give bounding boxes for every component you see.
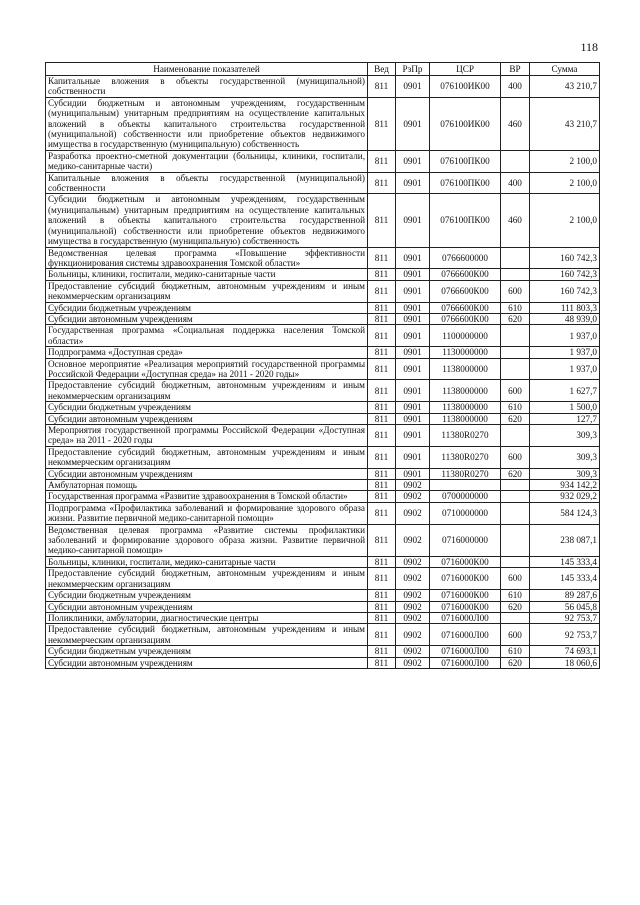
cell-ved: 811 (368, 413, 396, 424)
cell-rzpr: 0901 (396, 150, 430, 172)
table-row (46, 194, 600, 247)
cell-sum: 238 087,1 (530, 524, 600, 556)
page-number: 118 (580, 40, 598, 54)
cell-name: Субсидии автономным учреждениям (46, 413, 368, 424)
cell-vr: 620 (501, 468, 530, 479)
cell-name: Предоставление субсидий бюджетным, автономным учреждениям и иным некоммерческим организациям (46, 380, 368, 402)
cell-name: Ведомственная целевая программа «Повышение эффективности функционирования системы здравоохранения Томской области» (46, 247, 368, 269)
cell-rzpr: 0901 (396, 425, 430, 447)
table-row (46, 425, 600, 447)
table-row (46, 601, 600, 612)
cell-ved: 811 (368, 612, 396, 623)
cell-sum: 92 753,7 (530, 624, 600, 646)
cell-vr: 610 (501, 302, 530, 313)
cell-csr: 11380R0270 (430, 425, 501, 447)
cell-vr: 610 (501, 590, 530, 601)
table-row (46, 612, 600, 623)
cell-sum: 111 803,3 (530, 302, 600, 313)
table-row (46, 468, 600, 479)
cell-csr: 0700000000 (430, 491, 501, 502)
cell-name: Субсидии бюджетным учреждениям (46, 590, 368, 601)
cell-name: Больницы, клиники, госпитали, медико-санитарные части (46, 556, 368, 567)
cell-sum: 145 333,4 (530, 556, 600, 567)
cell-ved: 811 (368, 325, 396, 347)
cell-sum: 145 333,4 (530, 568, 600, 590)
cell-csr: 0716000Л00 (430, 646, 501, 657)
cell-rzpr: 0902 (396, 524, 430, 556)
cell-sum: 56 045,8 (530, 601, 600, 612)
cell-sum: 18 060,6 (530, 657, 600, 668)
cell-rzpr: 0901 (396, 269, 430, 280)
cell-csr: 076100ПК00 (430, 150, 501, 172)
cell-vr (501, 524, 530, 556)
cell-name: Предоставление субсидий бюджетным, автономным учреждениям и иным некоммерческим организациям (46, 280, 368, 302)
cell-csr: 0766600000 (430, 247, 501, 269)
cell-ved: 811 (368, 590, 396, 601)
cell-rzpr: 0901 (396, 280, 430, 302)
header-ved: Вед (368, 63, 396, 76)
cell-sum: 89 287,6 (530, 590, 600, 601)
cell-csr: 0716000000 (430, 524, 501, 556)
table-row (46, 269, 600, 280)
cell-sum: 309,3 (530, 425, 600, 447)
cell-ved: 811 (368, 247, 396, 269)
table-row (46, 624, 600, 646)
cell-sum: 1 500,0 (530, 402, 600, 413)
cell-csr: 0766600К00 (430, 313, 501, 324)
cell-rzpr: 0901 (396, 76, 430, 98)
table-row (46, 347, 600, 358)
cell-csr: 0716000К00 (430, 601, 501, 612)
table-row (46, 502, 600, 524)
cell-ved: 811 (368, 172, 396, 194)
table-row (46, 325, 600, 347)
table-row (46, 590, 600, 601)
cell-name: Субсидии бюджетным учреждениям (46, 402, 368, 413)
cell-vr: 600 (501, 624, 530, 646)
cell-vr: 620 (501, 601, 530, 612)
cell-csr: 0716000К00 (430, 568, 501, 590)
cell-ved: 811 (368, 425, 396, 447)
cell-csr: 076100ИК00 (430, 76, 501, 98)
cell-ved: 811 (368, 502, 396, 524)
table-row (46, 97, 600, 150)
cell-rzpr: 0902 (396, 491, 430, 502)
cell-ved: 811 (368, 358, 396, 380)
cell-name: Основное мероприятие «Реализация мероприятий государственной программы Российской Федерации «Доступная среда» на 2011 - 2020 годы» (46, 358, 368, 380)
cell-vr (501, 502, 530, 524)
cell-rzpr: 0902 (396, 646, 430, 657)
cell-name: Больницы, клиники, госпитали, медико-санитарные части (46, 269, 368, 280)
cell-rzpr: 0902 (396, 601, 430, 612)
cell-rzpr: 0902 (396, 502, 430, 524)
cell-ved: 811 (368, 480, 396, 491)
cell-vr: 600 (501, 568, 530, 590)
cell-name: Субсидии автономным учреждениям (46, 601, 368, 612)
table-body (46, 76, 600, 669)
cell-vr: 400 (501, 172, 530, 194)
cell-rzpr: 0901 (396, 413, 430, 424)
cell-csr: 076100ПК00 (430, 194, 501, 247)
table-row (46, 568, 600, 590)
cell-vr: 610 (501, 646, 530, 657)
cell-rzpr: 0901 (396, 325, 430, 347)
cell-vr: 460 (501, 194, 530, 247)
cell-sum: 934 142,2 (530, 480, 600, 491)
table-row (46, 646, 600, 657)
cell-rzpr: 0902 (396, 612, 430, 623)
cell-rzpr: 0902 (396, 590, 430, 601)
cell-vr: 610 (501, 402, 530, 413)
table-row (46, 524, 600, 556)
header-sum: Сумма (530, 63, 600, 76)
table-row (46, 313, 600, 324)
cell-rzpr: 0901 (396, 194, 430, 247)
cell-ved: 811 (368, 646, 396, 657)
cell-name: Субсидии автономным учреждениям (46, 313, 368, 324)
cell-name: Предоставление субсидий бюджетным, автономным учреждениям и иным некоммерческим организациям (46, 624, 368, 646)
cell-csr: 0716000К00 (430, 590, 501, 601)
cell-ved: 811 (368, 491, 396, 502)
cell-rzpr: 0901 (396, 347, 430, 358)
cell-vr (501, 491, 530, 502)
cell-rzpr: 0902 (396, 624, 430, 646)
cell-rzpr: 0901 (396, 247, 430, 269)
cell-vr (501, 480, 530, 491)
cell-name: Подпрограмма «Профилактика заболеваний и формирование здорового образа жизни. Развитие первичной медико-санитарной помощи» (46, 502, 368, 524)
cell-ved: 811 (368, 313, 396, 324)
cell-vr: 600 (501, 280, 530, 302)
budget-table (45, 62, 600, 669)
cell-ved: 811 (368, 657, 396, 668)
cell-rzpr: 0901 (396, 302, 430, 313)
cell-name: Предоставление субсидий бюджетным, автономным учреждениям и иным некоммерческим организациям (46, 568, 368, 590)
cell-ved: 811 (368, 556, 396, 567)
cell-csr: 1138000000 (430, 413, 501, 424)
table-row (46, 380, 600, 402)
header-vr: ВР (501, 63, 530, 76)
cell-name: Подпрограмма «Доступная среда» (46, 347, 368, 358)
cell-sum: 584 124,3 (530, 502, 600, 524)
table-row (46, 556, 600, 567)
cell-vr: 400 (501, 76, 530, 98)
cell-rzpr: 0901 (396, 446, 430, 468)
cell-ved: 811 (368, 347, 396, 358)
cell-name: Ведомственная целевая программа «Развитие системы профилактики заболеваний и формирование здорового образа жизни. Развитие первичной медико-санитарной помощи» (46, 524, 368, 556)
cell-name: Субсидии автономным учреждениям (46, 468, 368, 479)
cell-csr: 11380R0270 (430, 446, 501, 468)
header-rzpr: РзПр (396, 63, 430, 76)
cell-csr: 11380R0270 (430, 468, 501, 479)
cell-name: Амбулаторная помощь (46, 480, 368, 491)
cell-sum: 2 100,0 (530, 194, 600, 247)
cell-name: Субсидии автономным учреждениям (46, 657, 368, 668)
cell-sum: 127,7 (530, 413, 600, 424)
cell-rzpr: 0901 (396, 402, 430, 413)
cell-name: Субсидии бюджетным и автономным учреждениям, государственным (муниципальным) унитарным предприятиям на осуществление капитальных вложений в объекты капитального строительства государственной (муниципальной) собственности или приобретение объектов недвижимого имущества в государственную (муниципальную) собственность (46, 97, 368, 150)
cell-sum: 160 742,3 (530, 280, 600, 302)
cell-csr: 1138000000 (430, 358, 501, 380)
cell-name: Государственная программа «Развитие здравоохранения в Томской области» (46, 491, 368, 502)
cell-vr (501, 347, 530, 358)
table-row (46, 358, 600, 380)
table-row (46, 302, 600, 313)
cell-vr (501, 556, 530, 567)
cell-ved: 811 (368, 380, 396, 402)
table-header-row (46, 63, 600, 76)
cell-vr: 460 (501, 97, 530, 150)
table-row (46, 446, 600, 468)
table-row (46, 280, 600, 302)
cell-ved: 811 (368, 568, 396, 590)
cell-rzpr: 0901 (396, 358, 430, 380)
cell-rzpr: 0902 (396, 568, 430, 590)
cell-sum: 43 210,7 (530, 97, 600, 150)
cell-ved: 811 (368, 524, 396, 556)
table-row (46, 413, 600, 424)
cell-csr: 1138000000 (430, 402, 501, 413)
table-row (46, 491, 600, 502)
header-csr: ЦСР (430, 63, 501, 76)
cell-ved: 811 (368, 150, 396, 172)
cell-sum: 160 742,3 (530, 269, 600, 280)
cell-csr: 0766600К00 (430, 302, 501, 313)
header-name: Наименование показателей (46, 63, 368, 76)
table-row (46, 247, 600, 269)
cell-vr (501, 247, 530, 269)
cell-name: Государственная программа «Социальная поддержка населения Томской области» (46, 325, 368, 347)
cell-vr: 620 (501, 313, 530, 324)
cell-sum: 160 742,3 (530, 247, 600, 269)
cell-vr: 620 (501, 413, 530, 424)
table-row (46, 480, 600, 491)
cell-csr: 1130000000 (430, 347, 501, 358)
cell-rzpr: 0902 (396, 480, 430, 491)
cell-csr: 0766600К00 (430, 280, 501, 302)
cell-sum: 92 753,7 (530, 612, 600, 623)
cell-rzpr: 0901 (396, 172, 430, 194)
cell-ved: 811 (368, 402, 396, 413)
cell-sum: 74 693,1 (530, 646, 600, 657)
cell-sum: 932 029,2 (530, 491, 600, 502)
cell-csr: 0710000000 (430, 502, 501, 524)
cell-ved: 811 (368, 624, 396, 646)
cell-sum: 309,3 (530, 446, 600, 468)
cell-csr: 076100ИК00 (430, 97, 501, 150)
cell-csr: 0716000Л00 (430, 612, 501, 623)
cell-ved: 811 (368, 76, 396, 98)
cell-vr (501, 269, 530, 280)
cell-name: Разработка проектно-сметной документации (больницы, клиники, госпитали, медико-санитарные части) (46, 150, 368, 172)
cell-vr (501, 150, 530, 172)
cell-csr: 076100ПК00 (430, 172, 501, 194)
cell-rzpr: 0901 (396, 380, 430, 402)
cell-ved: 811 (368, 280, 396, 302)
cell-csr: 1138000000 (430, 380, 501, 402)
cell-ved: 811 (368, 97, 396, 150)
cell-ved: 811 (368, 601, 396, 612)
cell-ved: 811 (368, 446, 396, 468)
cell-csr: 0716000Л00 (430, 624, 501, 646)
table-row (46, 402, 600, 413)
cell-sum: 1 937,0 (530, 325, 600, 347)
cell-name: Субсидии бюджетным учреждениям (46, 646, 368, 657)
cell-sum: 309,3 (530, 468, 600, 479)
cell-vr (501, 325, 530, 347)
cell-name: Субсидии бюджетным и автономным учреждениям, государственным (муниципальным) унитарным предприятиям на осуществление капитальных вложений в объекты капитального строительства государственной (муниципальной) собственности или приобретение объектов недвижимого имущества в государственную (муниципальную) собственность (46, 194, 368, 247)
cell-vr (501, 425, 530, 447)
cell-vr (501, 612, 530, 623)
cell-name: Субсидии бюджетным учреждениям (46, 302, 368, 313)
cell-vr: 600 (501, 446, 530, 468)
table-row (46, 657, 600, 668)
cell-rzpr: 0901 (396, 97, 430, 150)
cell-name: Поликлиники, амбулатории, диагностические центры (46, 612, 368, 623)
cell-vr: 620 (501, 657, 530, 668)
cell-csr (430, 480, 501, 491)
cell-name: Предоставление субсидий бюджетным, автономным учреждениям и иным некоммерческим организациям (46, 446, 368, 468)
cell-csr: 0716000Л00 (430, 657, 501, 668)
cell-csr: 0716000К00 (430, 556, 501, 567)
cell-sum: 1 937,0 (530, 347, 600, 358)
cell-sum: 43 210,7 (530, 76, 600, 98)
cell-vr (501, 358, 530, 380)
cell-sum: 2 100,0 (530, 150, 600, 172)
cell-rzpr: 0902 (396, 657, 430, 668)
cell-sum: 48 939,0 (530, 313, 600, 324)
cell-name: Капитальные вложения в объекты государственной (муниципальной) собственности (46, 172, 368, 194)
cell-csr: 0766600К00 (430, 269, 501, 280)
cell-vr: 600 (501, 380, 530, 402)
cell-name: Капитальные вложения в объекты государственной (муниципальной) собственности (46, 76, 368, 98)
cell-ved: 811 (368, 194, 396, 247)
table-row (46, 76, 600, 98)
cell-ved: 811 (368, 269, 396, 280)
cell-csr: 1100000000 (430, 325, 501, 347)
cell-name: Мероприятия государственной программы Российской Федерации «Доступная среда» на 2011 - 2020 годы (46, 425, 368, 447)
cell-sum: 2 100,0 (530, 172, 600, 194)
cell-rzpr: 0901 (396, 468, 430, 479)
cell-rzpr: 0902 (396, 556, 430, 567)
cell-rzpr: 0901 (396, 313, 430, 324)
cell-ved: 811 (368, 468, 396, 479)
table-row (46, 150, 600, 172)
table-row (46, 172, 600, 194)
cell-ved: 811 (368, 302, 396, 313)
cell-sum: 1 937,0 (530, 358, 600, 380)
cell-sum: 1 627,7 (530, 380, 600, 402)
